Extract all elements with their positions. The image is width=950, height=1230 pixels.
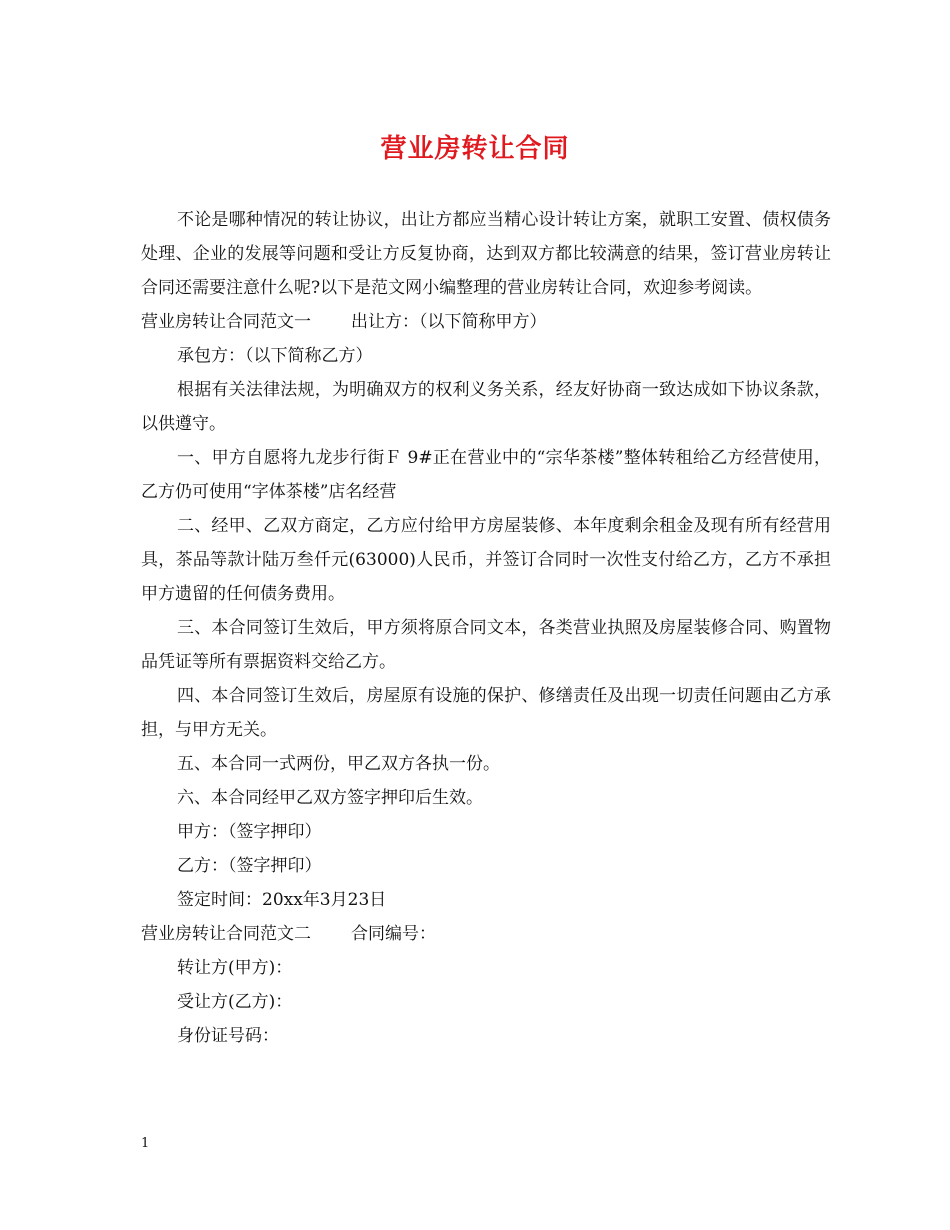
id-number-label: 身份证号码： [177,1026,279,1046]
sample1-heading: 营业房转让合同范文一 [141,312,311,332]
intro-paragraph: 不论是哪种情况的转让协议，出让方都应当精心设计转让方案，就职工安置、债权债务处理、企业的发展等问题和受让方反复协商，达到双方都比较满意的结果，签订营业房转让合同还需要注意什么呢?以下是范文网小编整理的营业房转让合同，欢迎参考阅读。 [141,210,831,298]
transferor-line: 出让方：（以下简称甲方） [351,312,547,332]
page-number: 1 [141,1136,150,1151]
transferor-party-a: 转让方(甲方)： [177,958,293,978]
sign-date: 签定时间：20xx年3月23日 [177,890,387,910]
clause-6: 六、本合同经甲乙双方签字押印后生效。 [177,788,483,808]
sample2-heading: 营业房转让合同范文二 [141,924,311,944]
clause-1: 一、甲方自愿将九龙步行街Ｆ 9#正在营业中的“宗华茶楼”整体转租给乙方经营使用，乙方仍可使用“字体茶楼”店名经营 [141,448,831,502]
sample2-heading-line [141,917,831,951]
contract-number-label: 合同编号： [351,924,436,944]
clause-2: 二、经甲、乙双方商定，乙方应付给甲方房屋装修、本年度剩余租金及现有所有经营用具，茶品等款计陆万叁仟元(63000)人民币，并签订合同时一次性支付给乙方，乙方不承担甲方遗留的任何债务费用。 [141,516,831,604]
document-title: 营业房转让合同 [380,134,570,164]
contractor-line: 承包方：（以下简称乙方） [177,346,373,366]
basis-paragraph: 根据有关法律法规，为明确双方的权利义务关系，经友好协商一致达成如下协议条款，以供遵守。 [141,380,831,434]
party-a-signature: 甲方：（签字押印） [177,822,322,842]
document-body [141,203,831,1053]
party-b-signature: 乙方：（签字押印） [177,856,322,876]
clause-3: 三、本合同签订生效后，甲方须将原合同文本，各类营业执照及房屋装修合同、购置物品凭证等所有票据资料交给乙方。 [141,618,831,672]
clause-5: 五、本合同一式两份，甲乙双方各执一份。 [177,754,500,774]
sample1-heading-line [141,305,831,339]
clause-4: 四、本合同签订生效后，房屋原有设施的保护、修缮责任及出现一切责任问题由乙方承担，与甲方无关。 [141,686,831,740]
transferee-party-b: 受让方(乙方)： [177,992,293,1012]
